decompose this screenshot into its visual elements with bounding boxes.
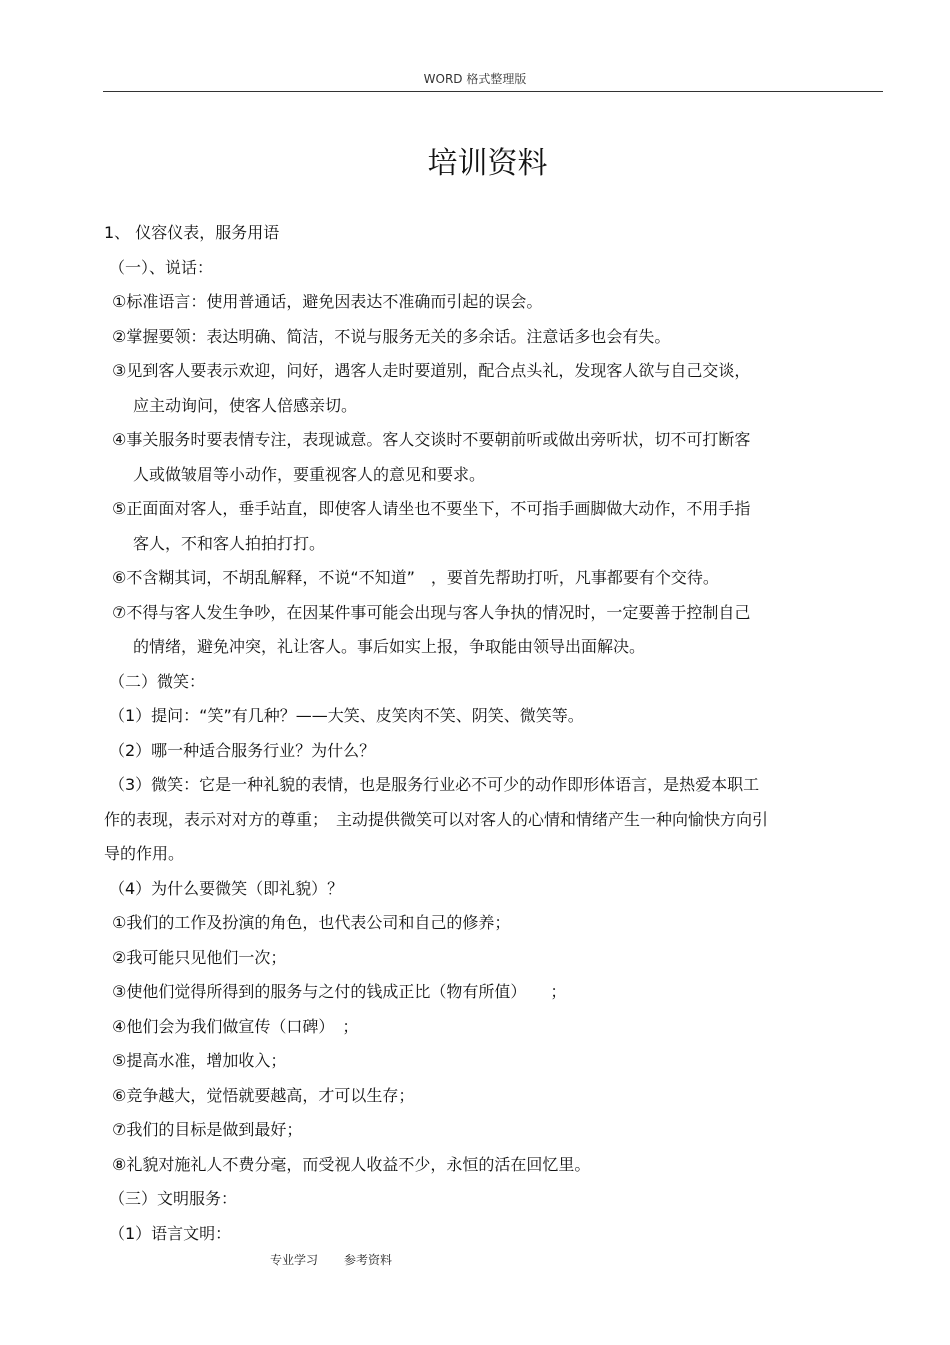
paragraph-continuation: 导的作用。	[104, 844, 185, 863]
list-item: ③见到客人要表示欢迎，问好，遇客人走时要道别，配合点头礼，发现客人欲与自己交谈，	[112, 361, 751, 380]
list-item-continuation: 客人，不和客人拍拍打打。	[133, 533, 326, 553]
numbered-item: （4）为什么要微笑（即礼貌）？	[109, 878, 344, 898]
section-heading: 1、 仪容仪表，服务用语	[104, 223, 280, 242]
list-item: ⑦不得与客人发生争吵，在因某件事可能会出现与客人争执的情况时，一定要善于控制自己	[112, 602, 751, 622]
list-item: ⑧礼貌对施礼人不费分毫，而受视人收益不少，永恒的活在回忆里。	[112, 1154, 591, 1174]
list-item: ②掌握要领：表达明确、简洁，不说与服务无关的多余话。注意话多也会有失。	[112, 326, 671, 346]
numbered-item: （1）提问：“笑”有几种？——大笑、皮笑肉不笑、阴笑、微笑等。	[109, 706, 584, 725]
document-title: 培训资料	[427, 146, 548, 181]
footer-left-text: 专业学习	[270, 1253, 319, 1267]
list-item: ①我们的工作及扮演的角色，也代表公司和自己的修养；	[112, 913, 511, 932]
list-item-continuation: 人或做皱眉等小动作，要重视客人的意见和要求。	[133, 464, 486, 484]
list-item: ④事关服务时要表情专注，表现诚意。客人交谈时不要朝前听或做出旁听状，切不可打断客	[112, 430, 751, 449]
list-item: ③使他们觉得所得到的服务与之付的钱成正比（物有所值） ；	[112, 982, 567, 1001]
list-item: ⑥竞争越大，觉悟就要越高，才可以生存；	[112, 1085, 415, 1105]
document-body	[104, 216, 864, 1251]
paragraph-continuation: 作的表现，表示对对方的尊重； 主动提供微笑可以对客人的心情和情绪产生一种向愉快方向引	[104, 809, 769, 829]
header-divider	[103, 91, 883, 92]
numbered-item: （1）语言文明：	[109, 1223, 232, 1243]
list-item: ②我可能只见他们一次；	[112, 947, 287, 967]
list-item: ⑥不含糊其词，不胡乱解释，不说“不知道” ，要首先帮助打听，凡事都要有个交待。	[112, 568, 719, 587]
list-item-continuation: 应主动询问，使客人倍感亲切。	[133, 395, 358, 415]
numbered-item: （2）哪一种适合服务行业？为什么？	[109, 740, 376, 760]
list-item: ①标准语言：使用普通话，避免因表达不准确而引起的误会。	[112, 292, 543, 311]
list-item: ⑤提高水准，增加收入；	[112, 1051, 287, 1070]
list-item: ⑤正面面对客人，垂手站直，即使客人请坐也不要坐下，不可指手画脚做大动作，不用手指	[112, 499, 751, 518]
subsection-heading: （三）文明服务：	[109, 1189, 238, 1208]
footer-right-text: 参考资料	[344, 1253, 393, 1267]
page-footer	[270, 1251, 418, 1268]
list-item: ⑦我们的目标是做到最好；	[112, 1120, 303, 1139]
list-item: ④他们会为我们做宣传（口碑） ；	[112, 1016, 359, 1036]
page-header: WORD 格式整理版	[423, 72, 527, 86]
list-item-continuation: 的情绪，避免冲突，礼让客人。事后如实上报，争取能由领导出面解决。	[133, 637, 646, 656]
subsection-heading: （二）微笑：	[109, 671, 206, 691]
numbered-item: （3）微笑：它是一种礼貌的表情，也是服务行业必不可少的动作即形体语言，是热爱本职工	[109, 775, 760, 794]
subsection-heading: （一）、说话：	[109, 257, 214, 277]
